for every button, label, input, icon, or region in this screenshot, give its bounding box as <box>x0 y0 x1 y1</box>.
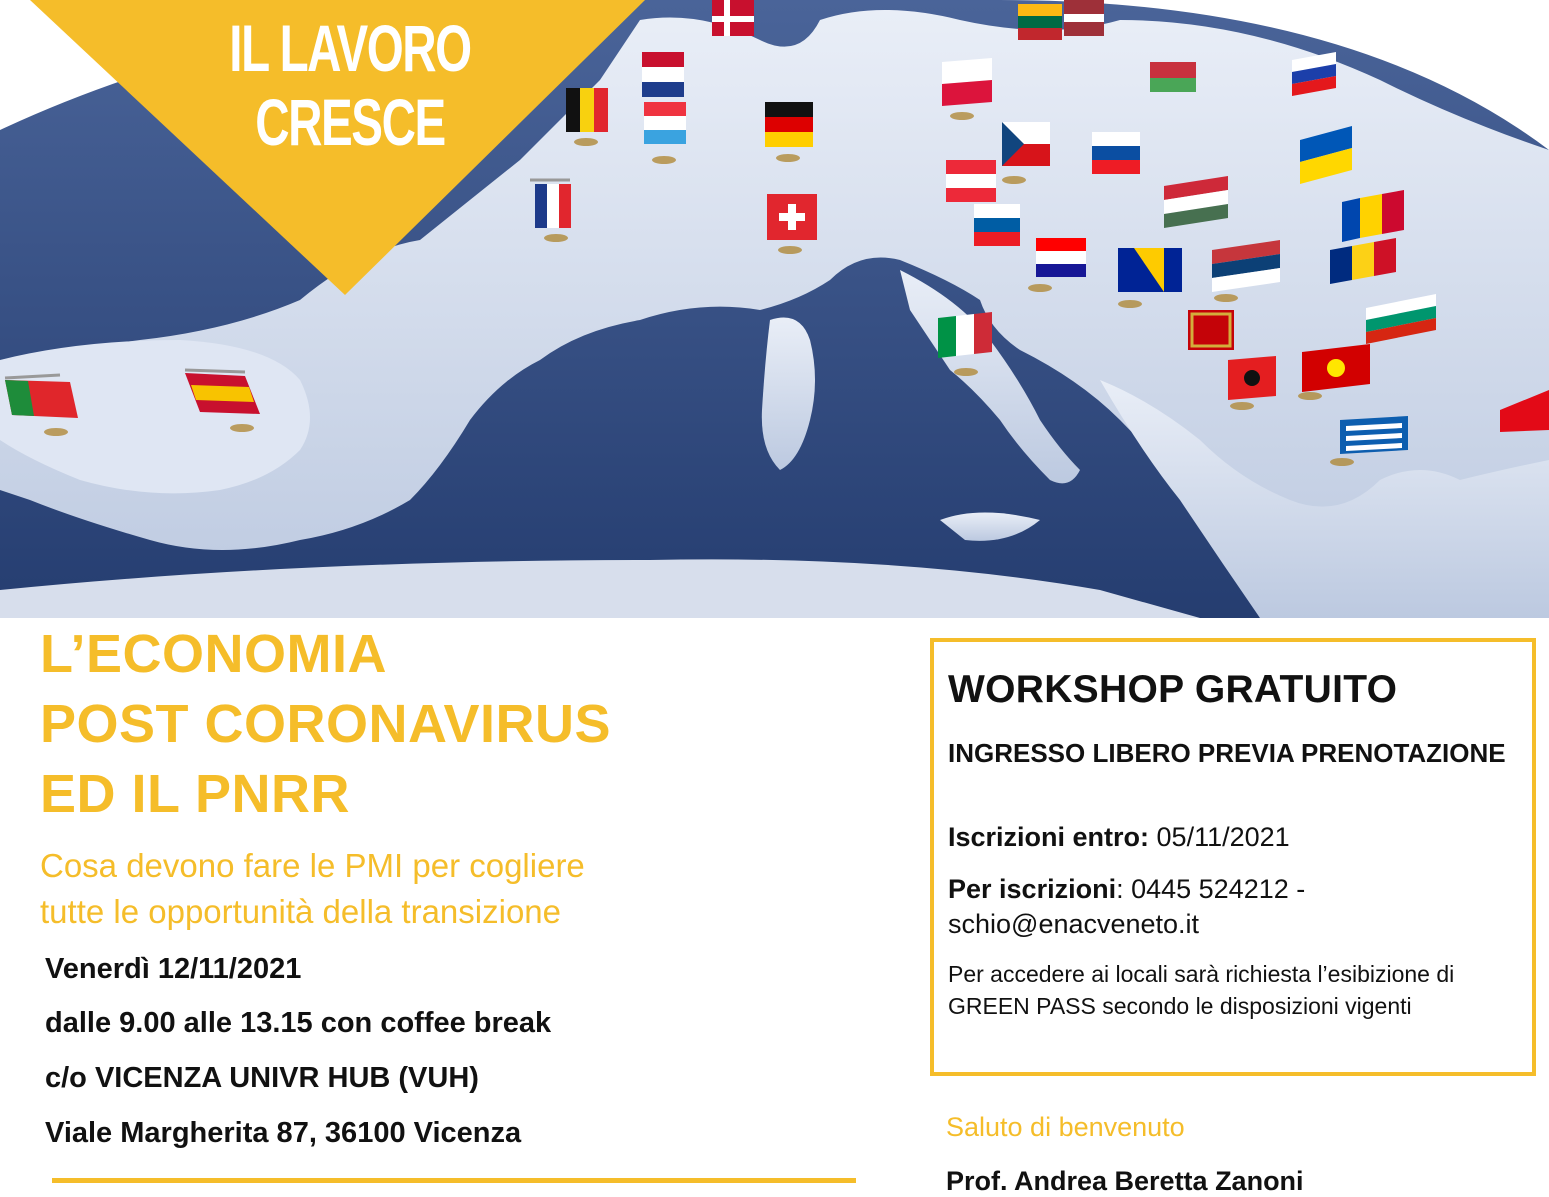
event-time: dalle 9.00 alle 13.15 con coffee break <box>45 1007 552 1039</box>
flag-macedonia-icon <box>1302 344 1370 392</box>
flag-latvia-icon <box>1064 0 1104 36</box>
flag-slovakia-icon <box>1092 132 1140 174</box>
flag-switzerland-icon <box>767 194 817 240</box>
badge-line1: IL LAVORO <box>229 11 471 85</box>
contact-label: Per iscrizioni <box>948 874 1117 904</box>
flag-austria-icon <box>946 160 996 202</box>
title-line1: L’ECONOMIA <box>40 624 388 684</box>
flag-luxembourg-icon <box>644 102 686 144</box>
welcome-heading: Saluto di benvenuto <box>946 1112 1185 1142</box>
registration-deadline <box>948 820 1290 854</box>
registration-contact <box>948 872 1305 906</box>
contact-email[interactable]: schio@enacveneto.it <box>948 909 1200 939</box>
flag-belgium-icon <box>566 88 608 132</box>
flag-montenegro-icon <box>1188 310 1234 350</box>
flag-greece-icon <box>1340 416 1408 454</box>
title-line2: POST CORONAVIRUS <box>40 694 612 754</box>
subtitle-line2: tutte le opportunità della transizione <box>40 893 562 930</box>
flag-bosnia-icon <box>1118 248 1182 292</box>
flag-poland-icon <box>942 58 992 106</box>
flag-netherlands-icon <box>642 52 684 97</box>
event-address: Viale Margherita 87, 36100 Vicenza <box>45 1117 522 1149</box>
event-date: Venerdì 12/11/2021 <box>45 953 302 985</box>
badge-line2: CRESCE <box>255 85 445 159</box>
deadline-label: Iscrizioni entro: <box>948 822 1150 852</box>
event-venue: c/o VICENZA UNIVR HUB (VUH) <box>45 1062 479 1094</box>
green-pass-note: Per accedere ai locali sarà richiesta l’esibizione di GREEN PASS secondo le disposizioni vigenti <box>948 961 1455 1019</box>
speaker-name: Prof. Andrea Beretta Zanoni <box>946 1166 1304 1196</box>
flag-czech-icon <box>1002 122 1050 166</box>
workshop-subtitle: INGRESSO LIBERO PREVIA PRENOTAZIONE <box>948 738 1506 768</box>
title-line3: ED IL PNRR <box>40 764 351 824</box>
workshop-title: WORKSHOP GRATUITO <box>948 668 1398 711</box>
deadline-value: 05/11/2021 <box>1149 822 1290 852</box>
flag-slovenia-icon <box>974 204 1020 246</box>
flag-lithuania-icon <box>1018 4 1062 40</box>
flag-germany-icon <box>765 102 813 147</box>
flag-albania-icon <box>1228 356 1276 400</box>
flag-croatia-icon <box>1036 238 1086 277</box>
flag-france-icon <box>530 180 571 228</box>
flag-denmark-icon <box>712 0 754 36</box>
contact-phone: : 0445 524212 - <box>1116 874 1306 904</box>
divider-line <box>52 1178 856 1183</box>
flag-italy-icon <box>938 312 992 358</box>
flag-belarus-icon <box>1150 62 1196 92</box>
subtitle-line1: Cosa devono fare le PMI per cogliere <box>40 847 585 884</box>
